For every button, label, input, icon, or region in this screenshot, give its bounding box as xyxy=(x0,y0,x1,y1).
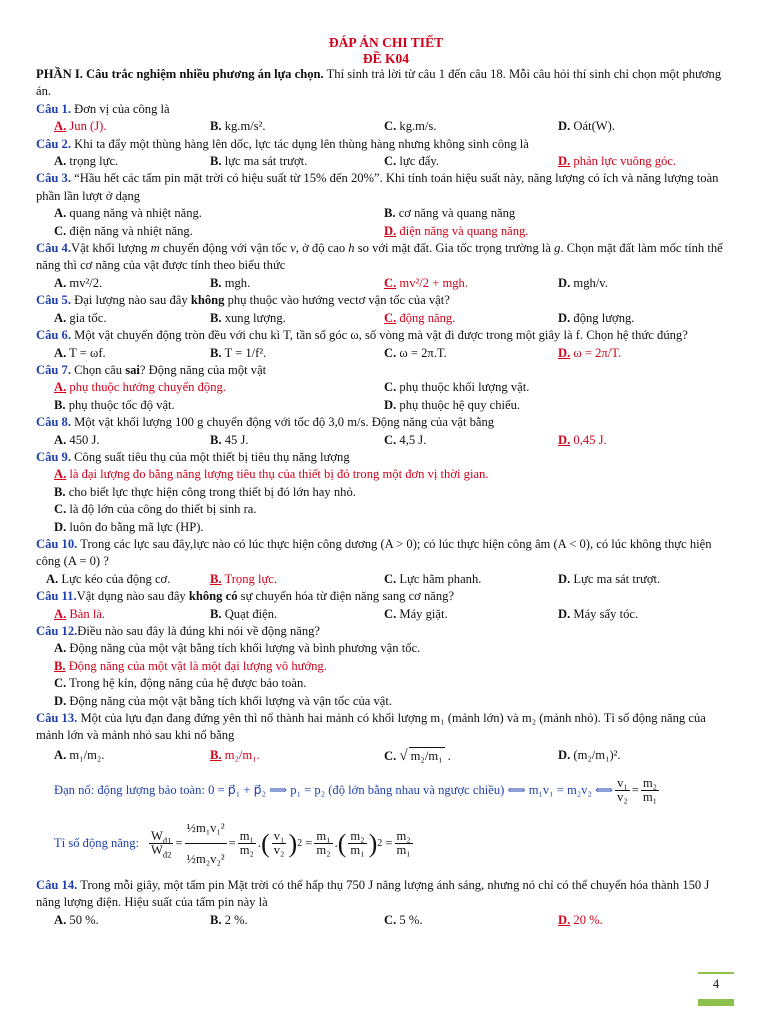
option-a[interactable]: A. gia tốc. xyxy=(54,310,107,325)
question-14: Câu 14. Trong mỗi giây, một tấm pin Mặt trời có thể hấp thụ 750 J năng lượng ánh sáng, nhưng nó chỉ có thể chuyển hóa thành 150 J năng lượng điện. Hiệu suất của tấm pin này là xyxy=(36,877,710,910)
option-b[interactable]: B. cho biết lực thực hiện công trong thiết bị đó lớn hay nhỏ. xyxy=(54,484,356,499)
option-d[interactable]: D. luôn đo bằng mã lực (HP). xyxy=(54,519,204,534)
option-c[interactable]: C. động năng. xyxy=(384,310,456,325)
option-b[interactable]: B. phụ thuộc tốc độ vật. xyxy=(54,397,175,412)
option-a[interactable]: A. quang năng và nhiệt năng. xyxy=(54,206,202,221)
option-d[interactable]: D. điện năng và quang năng. xyxy=(384,223,529,238)
option-c[interactable]: C. lực đẩy. xyxy=(384,154,439,169)
option-c[interactable]: C. 5 %. xyxy=(384,912,423,927)
option-c[interactable]: C. điện năng và nhiệt năng. xyxy=(54,223,193,238)
option-d[interactable]: D. ω = 2π/T. xyxy=(558,345,622,360)
options-11 xyxy=(36,606,736,623)
option-d[interactable]: D. động lượng. xyxy=(558,310,635,325)
part1-intro: PHẦN I. Câu trắc nghiệm nhiều phương án lựa chọn. Thí sinh trả lời từ câu 1 đến câu 18. Mỗi câu hỏi thí sinh chỉ chọn một phương án. xyxy=(36,67,722,99)
option-c[interactable]: C. ω = 2π.T. xyxy=(384,345,447,360)
options-3b xyxy=(36,223,736,240)
options-3a xyxy=(36,205,736,222)
option-d[interactable]: D. phản lực vuông góc. xyxy=(558,154,677,169)
page-number-bar xyxy=(698,999,734,1006)
explanation-momentum: Đạn nổ: động lượng bảo toàn: 0 = p⃗₁ + p⃗₂ ⟹ p₁ = p₂ (độ lớn bằng nhau và ngược chiều) ⟺ m₁v₁ = m₂v₂ ⟺ $\frac{\text{v₁}}{\text{v₂}}$ = $\frac{\text{m₂}}{\text{m₁}}$ xyxy=(54,776,658,805)
option-c[interactable]: C. phụ thuộc khối lượng vật. xyxy=(384,380,530,395)
page-number-rule xyxy=(698,972,734,974)
option-c[interactable]: C. 4,5 J. xyxy=(384,432,427,447)
option-a[interactable]: A. mv²/2. xyxy=(54,275,103,290)
option-b[interactable]: B. mgh. xyxy=(210,275,251,290)
options-7a xyxy=(36,379,736,396)
doc-title: ĐÁP ÁN CHI TIẾT xyxy=(328,35,444,50)
question-3: Câu 3. “Hầu hết các tấm pin mặt trời có hiệu suất từ 15% đến 20%”. Khi tính toán hiệu suất này, năng lượng có ích và năng lượng toàn phần lần lượt ở dạng xyxy=(36,171,719,203)
option-a[interactable]: A. Jun (J). xyxy=(54,119,107,134)
doc-code: ĐỀ K04 xyxy=(362,50,410,66)
option-d[interactable]: D. Oát(W). xyxy=(558,119,616,134)
options-6 xyxy=(36,345,736,362)
options-4 xyxy=(36,275,736,292)
ratio-m2-m1: $\frac{\text{m₂}}{\text{m₁}}$ xyxy=(642,776,658,805)
option-a[interactable]: A. phụ thuộc hướng chuyển động. xyxy=(54,380,226,395)
answer-key xyxy=(36,35,736,929)
question-2: Câu 2. Khi ta đẩy một thùng hàng lên dốc, lực tác dụng lên thùng hàng nhưng không sinh công là xyxy=(36,136,529,151)
option-c[interactable]: C. √m₂/m₁ . xyxy=(384,747,451,764)
question-11: Câu 11.Vật dụng nào sau đây không có sự chuyển hóa từ điện năng sang cơ năng? xyxy=(36,589,455,604)
options-13 xyxy=(36,745,736,767)
question-6: Câu 6. Một vật chuyển động tròn đều với chu kì T, tần số góc ω, số vòng mà vật đi được trong một giây là f. Chọn hệ thức đúng? xyxy=(36,328,688,343)
option-c[interactable]: C. Máy giặt. xyxy=(384,606,448,621)
option-b[interactable]: B. kg.m/s². xyxy=(210,119,266,134)
option-a[interactable]: A. 50 %. xyxy=(54,912,99,927)
option-a[interactable]: A. là đại lượng đo bằng năng lượng tiêu thụ của thiết bị đó trong một đơn vị thời gian. xyxy=(54,467,489,482)
option-d[interactable]: D. phụ thuộc hệ quy chiếu. xyxy=(384,397,521,412)
option-d[interactable]: D. Lực ma sát trượt. xyxy=(558,571,661,586)
option-a[interactable]: A. trọng lực. xyxy=(54,154,119,169)
option-c[interactable]: C. Trong hệ kín, động năng của hệ được bảo toàn. xyxy=(54,676,307,691)
options-14 xyxy=(36,912,736,929)
option-b[interactable]: B. Trọng lực. xyxy=(210,571,278,586)
question-9: Câu 9. Công suất tiêu thụ của một thiết bị tiêu thụ năng lượng xyxy=(36,449,350,464)
option-b[interactable]: B. cơ năng và quang năng xyxy=(384,206,516,221)
option-c[interactable]: C. mv²/2 + mgh. xyxy=(384,275,468,290)
question-10: Câu 10. Trong các lực sau đây,lực nào có lúc thực hiện công dương (A > 0); có lúc thực hiện công âm (A < 0), có lúc không thực hiện công (A = 0) ? xyxy=(36,536,712,569)
options-10 xyxy=(36,571,736,588)
ratio-v1-v2: $\frac{\text{v₁}}{\text{v₂}}$ xyxy=(617,776,628,805)
question-4: Câu 4.Vật khối lượng m chuyển động với vận tốc v, ở độ cao h so với mặt đất. Gia tốc trọng trường là g. Chọn mặt đất làm mốc tính thế năng thì cơ năng của vật được tính theo biểu thức xyxy=(36,241,723,273)
option-b[interactable]: B. 2 %. xyxy=(210,912,248,927)
option-a[interactable]: A. 450 J. xyxy=(54,432,100,447)
option-b[interactable]: B. Động năng của một vật là một đại lượng vô hướng. xyxy=(54,658,327,673)
option-b[interactable]: B. lực ma sát trượt. xyxy=(210,154,308,169)
options-1 xyxy=(36,118,736,135)
question-7: Câu 7. Chọn câu sai? Động năng của một vật xyxy=(36,362,267,377)
explanation-kinetic-ratio: Tỉ số động năng: $\frac{W_{đ1}}{W_{đ2}}$ = $\frac{\text{½m₁v₁²}}{\text{½m₂v₂²}}$ = $\frac{\text{m₁}}{\text{m₂}}$ . ( $\frac{\text{v₁}}{\text{v₂}}$ ) 2 = $\frac{\text{m₁}}{\text{m₂}}$ . ( $\frac{\text{m₂}}{\text{m₁}}$ ) 2 = $\frac{\text{m₂}}{\text{m₁}}$ xyxy=(36,811,736,877)
option-b[interactable]: B. m₂/m₁. xyxy=(210,748,260,763)
option-c[interactable]: C. là độ lớn của công do thiết bị sinh ra. xyxy=(54,502,257,517)
question-1: Câu 1. Đơn vị của công là xyxy=(36,101,170,116)
options-2 xyxy=(36,153,736,170)
option-a[interactable]: A. Lực kéo của động cơ. xyxy=(46,571,171,586)
option-c[interactable]: C. kg.m/s. xyxy=(384,119,437,134)
option-a[interactable]: A. Động năng của một vật bằng tích khối lượng và bình phương vận tốc. xyxy=(54,641,421,656)
option-a[interactable]: A. T = ωf. xyxy=(54,345,106,360)
option-d[interactable]: D. Động năng của một vật bằng tích khối lượng và vận tốc của vật. xyxy=(54,693,393,708)
question-8: Câu 8. Một vật khối lượng 100 g chuyển động với tốc độ 3,0 m/s. Động năng của vật bằng xyxy=(36,415,495,430)
question-5: Câu 5. Đại lượng nào sau đây không phụ thuộc vào hướng vectơ vận tốc của vật? xyxy=(36,293,450,308)
option-d[interactable]: D. (m₂/m₁)². xyxy=(558,748,621,763)
option-b[interactable]: B. T = 1/f². xyxy=(210,345,267,360)
option-b[interactable]: B. Quạt điện. xyxy=(210,606,278,621)
option-b[interactable]: B. 45 J. xyxy=(210,432,249,447)
option-d[interactable]: D. 20 %. xyxy=(558,912,603,927)
options-5 xyxy=(36,310,736,327)
option-b[interactable]: B. xung lượng. xyxy=(210,310,286,325)
option-a[interactable]: A. Bàn là. xyxy=(54,606,106,621)
question-12: Câu 12.Điều nào sau đây là đúng khi nói về động năng? xyxy=(36,624,321,638)
option-c[interactable]: C. Lực hãm phanh. xyxy=(384,571,482,586)
option-d[interactable]: D. mgh/v. xyxy=(558,275,608,290)
options-8 xyxy=(36,432,736,449)
option-d[interactable]: D. 0,45 J. xyxy=(558,432,607,447)
option-d[interactable]: D. Máy sấy tóc. xyxy=(558,606,639,621)
option-a[interactable]: A. m₁/m₂. xyxy=(54,748,105,763)
options-7b xyxy=(36,397,736,414)
question-13: Câu 13. Một của lựu đạn đang đứng yên thì nổ thành hai mảnh có khối lượng m₁ (mảnh lớn) và m₂ (mảnh nhỏ). Tỉ số động năng của mảnh lớn và mảnh nhỏ sau khi nổ bằng xyxy=(36,711,706,743)
page-number: 4 xyxy=(698,972,734,1006)
